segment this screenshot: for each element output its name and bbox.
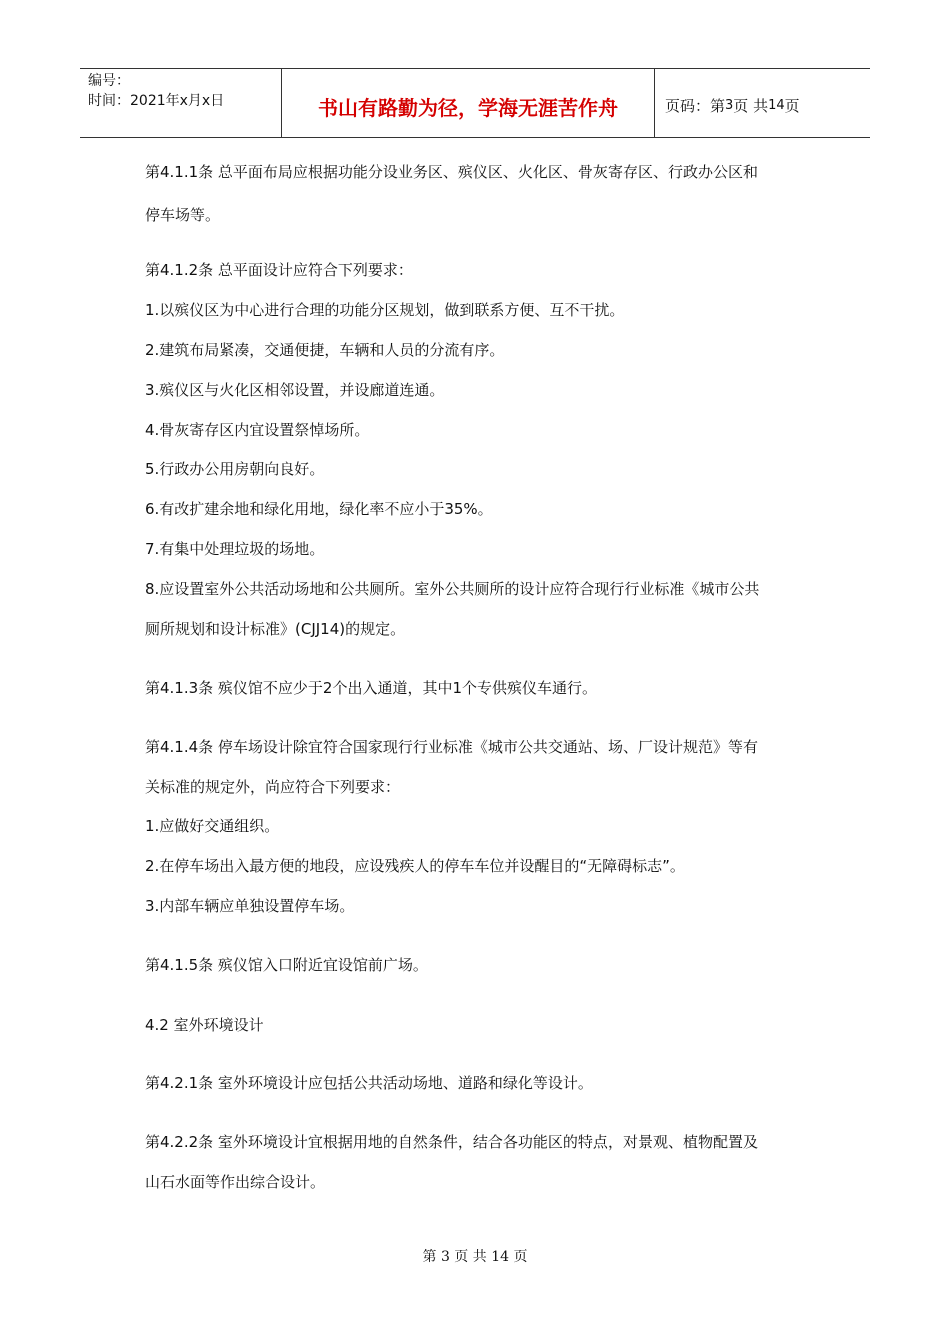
time-label: 时间：2021年x月x日 <box>88 93 225 109</box>
motto-text: 书山有路勤为径，学海无涯苦作舟 <box>318 95 618 120</box>
page-header <box>80 68 870 138</box>
paragraph: 2.在停车场出入最方便的地段，应设残疾人的停车车位并设醒目的“无障碍标志”。 <box>145 857 685 875</box>
paragraph: 2.建筑布局紧凑，交通便捷，车辆和人员的分流有序。 <box>145 341 505 359</box>
page-total: 14 <box>768 97 785 113</box>
page-label: 页码：第 <box>665 96 726 115</box>
paragraph: 4.骨灰寄存区内宜设置祭悼场所。 <box>145 421 370 439</box>
paragraph: 1.以殡仪区为中心进行合理的功能分区规划，做到联系方便、互不干扰。 <box>145 301 625 319</box>
page-number: 3 <box>725 97 734 113</box>
section-heading: 4.2 室外环境设计 <box>145 1016 264 1034</box>
paragraph: 第4.1.5条 殡仪馆入口附近宜设馆前广场。 <box>145 956 428 974</box>
header-motto-cell <box>282 69 655 137</box>
paragraph: 第4.2.1条 室外环境设计应包括公共活动场地、道路和绿化等设计。 <box>145 1074 593 1092</box>
paragraph: 3.殡仪区与火化区相邻设置，并设廊道连通。 <box>145 381 445 399</box>
paragraph: 关标准的规定外，尚应符合下列要求： <box>145 778 401 796</box>
page-footer: 第 3 页 共 14 页 <box>422 1249 528 1265</box>
paragraph: 第4.1.2条 总平面设计应符合下列要求： <box>145 261 413 279</box>
paragraph: 1.应做好交通组织。 <box>145 817 280 835</box>
paragraph: 停车场等。 <box>145 206 221 224</box>
paragraph: 5.行政办公用房朝向良好。 <box>145 460 325 478</box>
paragraph: 3.内部车辆应单独设置停车场。 <box>145 897 355 915</box>
paragraph: 第4.1.4条 停车场设计除宜符合国家现行行业标准《城市公共交通站、场、厂设计规范》等有 <box>145 738 758 756</box>
paragraph: 6.有改扩建余地和绿化用地，绿化率不应小于35%。 <box>145 500 493 518</box>
paragraph: 厕所规划和设计标准》(CJJ14)的规定。 <box>145 620 406 638</box>
header-page-cell <box>655 69 870 137</box>
code-label: 编号： <box>88 73 130 89</box>
paragraph: 8.应设置室外公共活动场地和公共厕所。室外公共厕所的设计应符合现行行业标准《城市公共 <box>145 580 760 598</box>
page-mid-label: 页 共 <box>733 96 769 115</box>
paragraph: 第4.1.3条 殡仪馆不应少于2个出入通道，其中1个专供殡仪车通行。 <box>145 679 598 697</box>
paragraph: 第4.2.2条 室外环境设计宜根据用地的自然条件，结合各功能区的特点，对景观、植物配置及 <box>145 1133 758 1151</box>
paragraph: 7.有集中处理垃圾的场地。 <box>145 540 325 558</box>
paragraph: 第4.1.1条 总平面布局应根据功能分设业务区、殡仪区、火化区、骨灰寄存区、行政办公区和 <box>145 163 758 181</box>
header-left-cell <box>80 69 282 137</box>
page-end-label: 页 <box>784 96 800 115</box>
paragraph: 山石水面等作出综合设计。 <box>145 1173 326 1191</box>
